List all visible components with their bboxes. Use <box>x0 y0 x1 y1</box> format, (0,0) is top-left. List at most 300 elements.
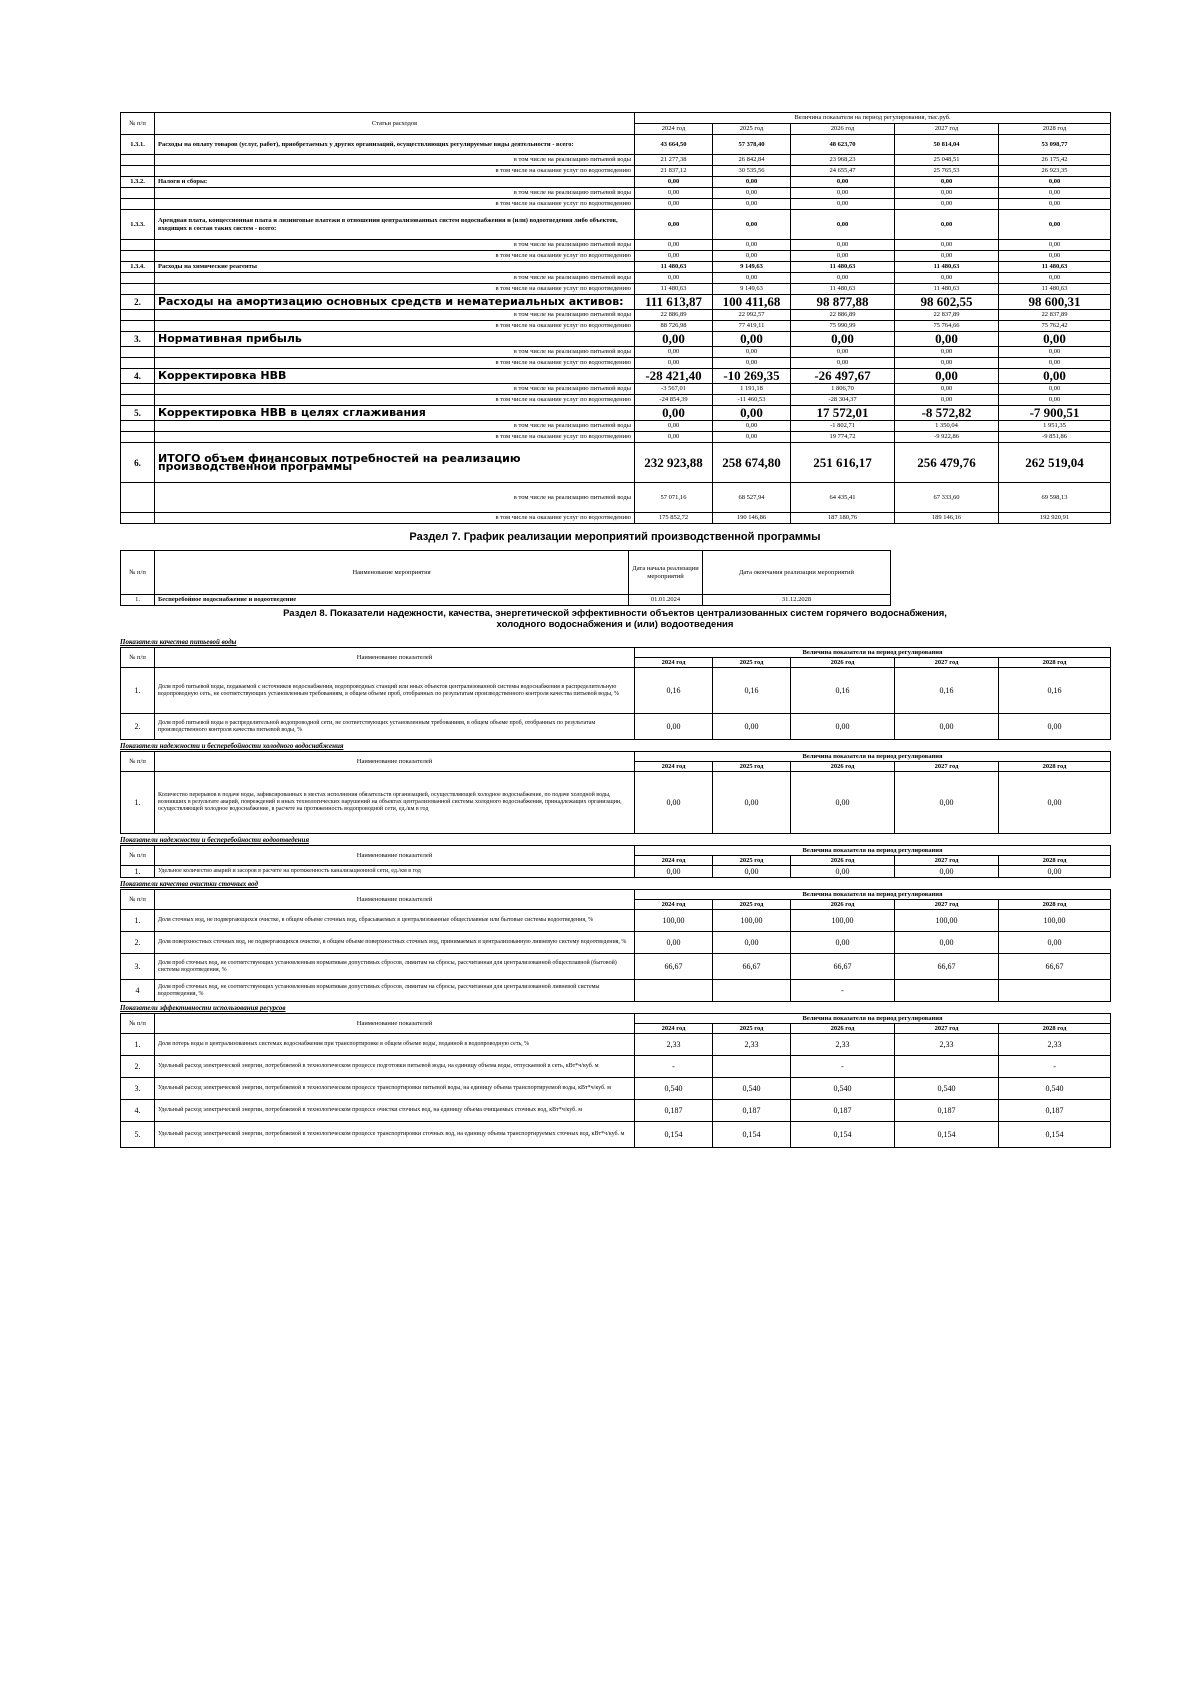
col-group-header: Величина показателя на период регулирования, тыс.руб. <box>635 113 1111 124</box>
row-value: 0,00 <box>895 332 999 347</box>
indicator-group-title: Показатели качества питьевой воды <box>120 638 237 646</box>
row-number: 1. <box>121 668 155 714</box>
table-row <box>121 866 1111 878</box>
row-value: 100,00 <box>791 910 895 932</box>
table-row <box>121 310 1111 321</box>
row-label: Налоги и сборы: <box>155 177 635 188</box>
row-value: 1 350,04 <box>895 421 999 432</box>
year-header: 2024 год <box>635 900 713 910</box>
row-value <box>999 980 1111 1002</box>
row-value: 0,540 <box>999 1078 1111 1100</box>
row-value: 0,00 <box>999 395 1111 406</box>
row-value: -9 851,86 <box>999 432 1111 443</box>
row-value: - <box>635 1056 713 1078</box>
row-value: 0,00 <box>895 369 999 384</box>
row-label: в том числе на реализацию питьевой воды <box>155 155 635 166</box>
row-value: 0,187 <box>713 1100 791 1122</box>
row-number: 1. <box>121 1034 155 1056</box>
year-header: 2024 год <box>635 658 713 668</box>
row-value: 258 674,80 <box>713 443 791 483</box>
col-name-header: Наименование показателей <box>155 648 635 668</box>
row-value: 251 616,17 <box>791 443 895 483</box>
row-label: в том числе на оказание услуг по водоотведению <box>155 513 635 524</box>
row-label: Удельное количество аварий и засоров в расчете на протяженность канализационной сети, ед./км в год <box>155 866 635 878</box>
row-value: 88 726,98 <box>635 321 713 332</box>
row-value: 11 480,63 <box>999 284 1111 295</box>
row-label: Расходы на химические реагенты <box>155 262 635 273</box>
table-row <box>121 443 1111 483</box>
row-value: 0,540 <box>635 1078 713 1100</box>
year-header: 2027 год <box>895 658 999 668</box>
expenses-table-body <box>121 135 1111 524</box>
row-value: 21 837,12 <box>635 166 713 177</box>
row-value: 0,00 <box>999 188 1111 199</box>
row-value: - <box>791 1056 895 1078</box>
row-value <box>635 980 713 1002</box>
row-label: в том числе на реализацию питьевой воды <box>155 483 635 513</box>
row-value: 0,00 <box>895 273 999 284</box>
col-name-header: Наименование показателей <box>155 846 635 866</box>
table-row <box>121 347 1111 358</box>
row-value: 11 480,63 <box>895 284 999 295</box>
row-value: 0,00 <box>791 332 895 347</box>
row-value: 256 479,76 <box>895 443 999 483</box>
row-value: 0,00 <box>791 714 895 740</box>
row-value: 0,154 <box>635 1122 713 1148</box>
row-label: Корректировка НВВ <box>155 369 635 384</box>
row-label: Бесперебойное водоснабжение и водоотведение <box>155 595 629 606</box>
row-label: в том числе на оказание услуг по водоотведению <box>155 395 635 406</box>
row-value: 25 765,53 <box>895 166 999 177</box>
row-value: 0,00 <box>895 384 999 395</box>
row-value: 0,00 <box>895 347 999 358</box>
row-label: в том числе на оказание услуг по водоотведению <box>155 251 635 262</box>
row-value: 0,00 <box>791 240 895 251</box>
year-header: 2028 год <box>999 762 1111 772</box>
row-value: 1 806,70 <box>791 384 895 395</box>
col-group-header: Величина показателя на период регулирования <box>635 752 1111 762</box>
year-header: 2026 год <box>791 658 895 668</box>
row-label: Доля проб питьевой воды в распределительной водопроводной сети, не соответствующих установленным требованиям, в общем объеме проб, отобранных по результатам производственного контроля качества питьевой воды, % <box>155 714 635 740</box>
row-number <box>121 321 155 332</box>
row-value: 25 048,51 <box>895 155 999 166</box>
row-number: 2. <box>121 1056 155 1078</box>
row-number <box>121 358 155 369</box>
row-value: 0,154 <box>895 1122 999 1148</box>
row-value: 0,00 <box>635 421 713 432</box>
row-value: 24 655,47 <box>791 166 895 177</box>
row-value: 21 277,38 <box>635 155 713 166</box>
row-label: в том числе на реализацию питьевой воды <box>155 273 635 284</box>
row-number <box>121 284 155 295</box>
row-value: 0,00 <box>895 932 999 954</box>
row-value: 22 992,57 <box>713 310 791 321</box>
row-value: 0,00 <box>791 358 895 369</box>
col-name-header: Статьи расходов <box>155 113 635 135</box>
year-header: 2025 год <box>713 1024 791 1034</box>
row-number: 5. <box>121 406 155 421</box>
row-label: Удельный расход электрической энергии, потребляемой в технологическом процессе транспортировки питьевой воды, на единицу объема транспортируемой воды, кВт*ч/куб. м <box>155 1078 635 1100</box>
row-value: 66,67 <box>999 954 1111 980</box>
row-value: - <box>999 1056 1111 1078</box>
indicator-groups <box>120 638 1110 1148</box>
row-value: 0,00 <box>713 714 791 740</box>
row-value: 26 842,84 <box>713 155 791 166</box>
row-number: 1. <box>121 866 155 878</box>
year-header: 2025 год <box>713 900 791 910</box>
row-value <box>713 1056 791 1078</box>
row-label: Доля проб питьевой воды, подаваемой с источников водоснабжения, водопроводных станций или иных объектов централизованной системы водоснабжения в распределительную водопроводную сеть, не соответствующих установленным требованиям, в общем объеме проб, отобранных по результатам производственного контроля качества питьевой воды, % <box>155 668 635 714</box>
row-value: 26 175,42 <box>999 155 1111 166</box>
row-value: -3 567,01 <box>635 384 713 395</box>
row-value: 0,00 <box>635 251 713 262</box>
section7-title: Раздел 7. График реализации мероприятий производственной программы <box>409 531 821 543</box>
row-value: 0,00 <box>635 332 713 347</box>
row-value: 68 527,94 <box>713 483 791 513</box>
row-value: 232 923,88 <box>635 443 713 483</box>
row-value: -1 802,71 <box>791 421 895 432</box>
row-value: 0,00 <box>713 421 791 432</box>
row-value: 66,67 <box>635 954 713 980</box>
table-row <box>121 668 1111 714</box>
row-value: 0,00 <box>635 273 713 284</box>
row-value: 1 191,18 <box>713 384 791 395</box>
row-value: 22 837,89 <box>895 310 999 321</box>
row-value: 98 600,31 <box>999 295 1111 310</box>
row-value: 0,16 <box>895 668 999 714</box>
row-value: 0,00 <box>635 932 713 954</box>
col-end-header: Дата окончания реализации мероприятий <box>703 551 891 595</box>
row-value: 100,00 <box>713 910 791 932</box>
row-value: 175 852,72 <box>635 513 713 524</box>
row-number: 3. <box>121 1078 155 1100</box>
document-page <box>120 112 1110 1148</box>
row-value: 0,187 <box>791 1100 895 1122</box>
row-value: 0,00 <box>999 866 1111 878</box>
table-row <box>121 395 1111 406</box>
row-value: 9 149,63 <box>713 284 791 295</box>
row-value: 0,00 <box>635 240 713 251</box>
row-value: 75 990,99 <box>791 321 895 332</box>
col-group-header: Величина показателя на период регулирования <box>635 890 1111 900</box>
row-value: 66,67 <box>895 954 999 980</box>
row-value: 11 480,63 <box>635 284 713 295</box>
row-value: 189 146,16 <box>895 513 999 524</box>
year-header: 2026 год <box>791 762 895 772</box>
row-number: 1.3.3. <box>121 210 155 240</box>
row-value: 0,00 <box>635 188 713 199</box>
row-value: 0,00 <box>999 369 1111 384</box>
row-value: 0,00 <box>635 177 713 188</box>
table-row <box>121 1056 1111 1078</box>
row-label: в том числе на реализацию питьевой воды <box>155 384 635 395</box>
row-value: 0,00 <box>999 210 1111 240</box>
year-header: 2028 год <box>999 856 1111 866</box>
row-number: 1. <box>121 910 155 932</box>
row-value: 0,00 <box>791 273 895 284</box>
row-value: -10 269,35 <box>713 369 791 384</box>
row-value: 0,154 <box>791 1122 895 1148</box>
row-value: 100,00 <box>635 910 713 932</box>
row-number <box>121 273 155 284</box>
row-value: 0,00 <box>713 866 791 878</box>
row-value: 0,00 <box>713 188 791 199</box>
row-value: 0,00 <box>895 188 999 199</box>
year-header: 2027 год <box>895 900 999 910</box>
row-value: -11 460,53 <box>713 395 791 406</box>
row-label: в том числе на оказание услуг по водоотведению <box>155 166 635 177</box>
table-row <box>121 295 1111 310</box>
row-number: 6. <box>121 443 155 483</box>
row-value: 0,00 <box>895 866 999 878</box>
table-row <box>121 273 1111 284</box>
year-header: 2027 год <box>895 124 999 135</box>
row-value: 75 764,66 <box>895 321 999 332</box>
row-value: 50 814,04 <box>895 135 999 155</box>
row-number: 1.3.1. <box>121 135 155 155</box>
row-value: 66,67 <box>791 954 895 980</box>
indicator-group-title: Показатели надежности и бесперебойности водоотведения <box>120 836 310 844</box>
row-value: 22 886,89 <box>635 310 713 321</box>
row-value: 0,00 <box>999 358 1111 369</box>
row-value: 43 664,50 <box>635 135 713 155</box>
col-name-header: Наименование мероприятия <box>155 551 629 595</box>
table-row <box>121 595 891 606</box>
row-number <box>121 251 155 262</box>
row-value: 0,00 <box>895 395 999 406</box>
row-number <box>121 188 155 199</box>
table-row <box>121 932 1111 954</box>
row-value: -24 854,39 <box>635 395 713 406</box>
row-value: 0,540 <box>713 1078 791 1100</box>
row-number: 2. <box>121 714 155 740</box>
row-value: 0,00 <box>713 332 791 347</box>
row-number: 4 <box>121 980 155 1002</box>
row-value: - <box>791 980 895 1002</box>
row-value: 0,00 <box>895 199 999 210</box>
row-label: в том числе на оказание услуг по водоотведению <box>155 321 635 332</box>
row-label: в том числе на реализацию питьевой воды <box>155 310 635 321</box>
row-value: 17 572,01 <box>791 406 895 421</box>
table-row <box>121 714 1111 740</box>
row-label: в том числе на оказание услуг по водоотведению <box>155 432 635 443</box>
row-label: Доля проб сточных вод, не соответствующих установленным нормативам допустимых сбросов, лимитам на сбросы, рассчитанная для централизованной ливневой системы водоотведения, % <box>155 980 635 1002</box>
year-header: 2026 год <box>791 856 895 866</box>
year-header: 2028 год <box>999 900 1111 910</box>
table-row <box>121 135 1111 155</box>
row-value: 0,00 <box>895 210 999 240</box>
row-value: 2,33 <box>635 1034 713 1056</box>
row-value: 98 877,88 <box>791 295 895 310</box>
table-row <box>121 1100 1111 1122</box>
row-label: Арендная плата, концессионная плата и лизинговые платежи в отношении централизованных систем водоснабжения и (или) водоотведения либо объектов, входящих в состав таких систем - всего: <box>155 210 635 240</box>
row-value: 0,00 <box>999 240 1111 251</box>
row-number <box>121 310 155 321</box>
row-value: 11 480,63 <box>895 262 999 273</box>
row-label: в том числе на оказание услуг по водоотведению <box>155 284 635 295</box>
year-header: 2024 год <box>635 124 713 135</box>
row-number <box>121 155 155 166</box>
row-value: -26 497,67 <box>791 369 895 384</box>
row-number <box>121 384 155 395</box>
year-header: 2024 год <box>635 762 713 772</box>
col-num-header: № п/п <box>121 846 155 866</box>
row-value: 23 968,23 <box>791 155 895 166</box>
row-number: 3. <box>121 332 155 347</box>
year-header: 2024 год <box>635 856 713 866</box>
row-value: 0,00 <box>713 240 791 251</box>
year-header: 2028 год <box>999 1024 1111 1034</box>
table-row <box>121 432 1111 443</box>
table-row <box>121 772 1111 834</box>
table-row <box>121 188 1111 199</box>
row-value: 0,00 <box>713 177 791 188</box>
col-num-header: № п/п <box>121 1014 155 1034</box>
row-value: 0,00 <box>895 251 999 262</box>
row-value: 0,00 <box>999 714 1111 740</box>
row-value: 9 149,63 <box>713 262 791 273</box>
table-row <box>121 369 1111 384</box>
row-value: 0,00 <box>713 432 791 443</box>
row-value: 22 886,89 <box>791 310 895 321</box>
col-name-header: Наименование показателей <box>155 1014 635 1034</box>
table-row <box>121 284 1111 295</box>
row-value: 26 923,35 <box>999 166 1111 177</box>
row-number: 2. <box>121 932 155 954</box>
row-value: -9 922,86 <box>895 432 999 443</box>
row-value: 0,00 <box>999 251 1111 262</box>
year-header: 2024 год <box>635 1024 713 1034</box>
year-header: 2027 год <box>895 762 999 772</box>
col-num-header: № п/п <box>121 113 155 135</box>
row-number <box>121 347 155 358</box>
year-header: 2028 год <box>999 124 1111 135</box>
row-value: 0,00 <box>999 932 1111 954</box>
row-value: 0,00 <box>999 332 1111 347</box>
row-value: 0,540 <box>895 1078 999 1100</box>
row-value: 0,00 <box>635 358 713 369</box>
table-row <box>121 262 1111 273</box>
row-value: 0,00 <box>999 772 1111 834</box>
row-value: 0,187 <box>999 1100 1111 1122</box>
row-label: Расходы на амортизацию основных средств и нематериальных активов: <box>155 295 635 310</box>
row-value: 100,00 <box>999 910 1111 932</box>
row-value: 57 378,40 <box>713 135 791 155</box>
row-end: 31.12.2028 <box>703 595 891 606</box>
indicator-group-title: Показатели надежности и бесперебойности холодного водоснабжения <box>120 742 344 750</box>
row-value: 69 598,13 <box>999 483 1111 513</box>
row-label: Удельный расход электрической энергии, потребляемой в технологическом процессе подготовки питьевой воды, на единицу объема воды, отпускаемой в сеть, кВт*ч/куб. м <box>155 1056 635 1078</box>
row-value: 0,00 <box>791 932 895 954</box>
row-value: 11 480,63 <box>791 262 895 273</box>
row-label: в том числе на реализацию питьевой воды <box>155 240 635 251</box>
row-value: 0,00 <box>999 177 1111 188</box>
table-row <box>121 1078 1111 1100</box>
row-value: 0,00 <box>895 714 999 740</box>
row-value: 0,00 <box>713 772 791 834</box>
row-value: 0,00 <box>635 432 713 443</box>
indicator-table <box>120 647 1111 740</box>
row-number: 2. <box>121 295 155 310</box>
row-value: 0,00 <box>713 347 791 358</box>
row-value: 0,00 <box>895 177 999 188</box>
row-value: 190 146,86 <box>713 513 791 524</box>
row-value: 67 333,60 <box>895 483 999 513</box>
row-value: 0,00 <box>895 358 999 369</box>
row-value: 53 098,77 <box>999 135 1111 155</box>
row-label: Корректировка НВВ в целях сглаживания <box>155 406 635 421</box>
row-value: 0,00 <box>791 177 895 188</box>
row-value: 98 602,55 <box>895 295 999 310</box>
row-label: ИТОГО объем финансовых потребностей на реализацию производственной программы <box>155 443 635 483</box>
row-value: 0,16 <box>713 668 791 714</box>
table-row <box>121 251 1111 262</box>
col-num-header: № п/п <box>121 890 155 910</box>
row-value <box>895 980 999 1002</box>
year-header: 2026 год <box>791 900 895 910</box>
row-value: 77 419,11 <box>713 321 791 332</box>
year-header: 2025 год <box>713 762 791 772</box>
row-value: 262 519,04 <box>999 443 1111 483</box>
row-label: Доля сточных вод, не подвергающихся очистке, в общем объеме сточных вод, сбрасываемых в централизованные общесплавные или бытовые системы водоотведения, % <box>155 910 635 932</box>
year-header: 2025 год <box>713 856 791 866</box>
row-value: 11 480,63 <box>791 284 895 295</box>
row-value: 0,00 <box>713 199 791 210</box>
col-num-header: № п/п <box>121 648 155 668</box>
row-value: 48 623,70 <box>791 135 895 155</box>
row-value: 11 480,63 <box>635 262 713 273</box>
row-value: 0,00 <box>635 199 713 210</box>
row-value: 0,154 <box>999 1122 1111 1148</box>
row-number: 4. <box>121 369 155 384</box>
row-value: 0,00 <box>999 347 1111 358</box>
row-value: 100 411,68 <box>713 295 791 310</box>
row-value: 0,00 <box>999 199 1111 210</box>
row-value: 0,16 <box>999 668 1111 714</box>
row-label: в том числе на оказание услуг по водоотведению <box>155 358 635 369</box>
row-value: 0,00 <box>713 273 791 284</box>
col-name-header: Наименование показателей <box>155 752 635 772</box>
row-value: 57 071,16 <box>635 483 713 513</box>
table-row <box>121 910 1111 932</box>
year-header: 2027 год <box>895 1024 999 1034</box>
row-value: 11 480,63 <box>999 262 1111 273</box>
row-value: -8 572,82 <box>895 406 999 421</box>
row-value: 0,16 <box>635 668 713 714</box>
row-value: 2,33 <box>791 1034 895 1056</box>
row-value: 0,540 <box>791 1078 895 1100</box>
table-row <box>121 199 1111 210</box>
row-value <box>713 980 791 1002</box>
table-row <box>121 166 1111 177</box>
row-value: 0,00 <box>791 199 895 210</box>
row-value: 0,00 <box>713 358 791 369</box>
table-row <box>121 1034 1111 1056</box>
table-row <box>121 155 1111 166</box>
row-number <box>121 199 155 210</box>
table-row <box>121 406 1111 421</box>
row-value: 187 180,76 <box>791 513 895 524</box>
row-value: 0,187 <box>895 1100 999 1122</box>
row-value: -7 900,51 <box>999 406 1111 421</box>
row-value: 64 435,41 <box>791 483 895 513</box>
row-value: 0,00 <box>635 714 713 740</box>
col-num-header: № п/п <box>121 752 155 772</box>
row-number <box>121 483 155 513</box>
row-label: в том числе на реализацию питьевой воды <box>155 421 635 432</box>
row-number <box>121 395 155 406</box>
table-row <box>121 384 1111 395</box>
